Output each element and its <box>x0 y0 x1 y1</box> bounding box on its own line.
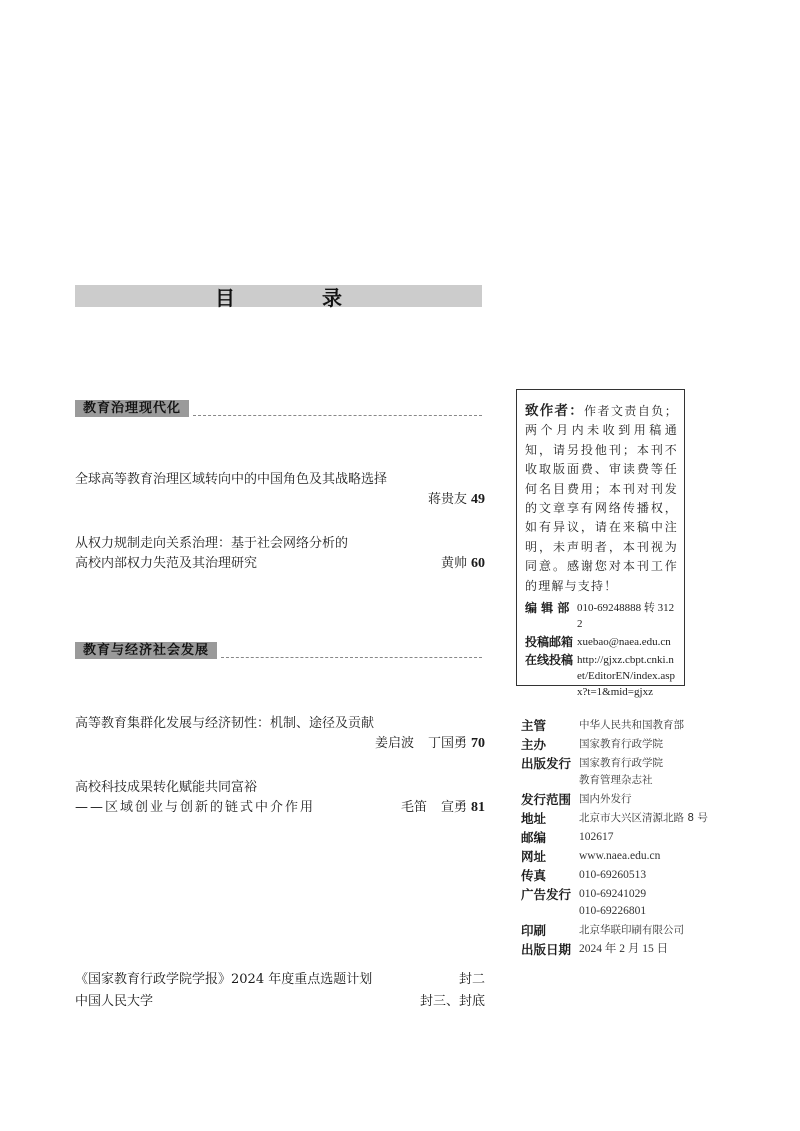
misc-page: 封三、封底 <box>419 994 485 1009</box>
toc-title: 目 录 <box>215 285 382 310</box>
masthead-value: 中华人民共和国教育部 <box>579 719 684 731</box>
masthead-row <box>521 810 721 827</box>
toc-entry[interactable] <box>75 778 485 818</box>
masthead-row <box>521 941 721 958</box>
masthead-row <box>521 736 721 753</box>
section-label: 教育治理现代化 <box>75 400 189 417</box>
masthead-row <box>521 829 721 846</box>
masthead-row <box>521 922 721 939</box>
masthead-value: 北京华联印刷有限公司 <box>579 924 684 936</box>
masthead-key: 主办 <box>521 737 547 752</box>
masthead-row <box>521 717 721 734</box>
misc-entry[interactable] <box>75 969 485 991</box>
contact-key: 编 辑 部 <box>525 601 570 616</box>
email-link[interactable]: xuebao@naea.edu.cn <box>577 636 671 649</box>
author: 宣勇 <box>440 800 467 815</box>
article-title[interactable]: 高等教育集群化发展与经济韧性：机制、途径及贡献 <box>75 716 375 731</box>
page-number: 60 <box>471 556 485 571</box>
submission-url-link[interactable]: http://gjxz.cbpt.cnki.net/EditorEN/index.aspx?t=1&mid=gjxz <box>577 654 676 699</box>
masthead-key: 出版日期 <box>521 942 572 957</box>
article-byline <box>75 734 485 754</box>
contact-editorial <box>525 600 678 632</box>
misc-entries <box>75 969 485 1013</box>
masthead-value: 国家教育行政学院 <box>579 757 663 769</box>
masthead-value: 102617 <box>579 831 614 843</box>
masthead-key: 传真 <box>521 868 547 883</box>
masthead-value: 010-69241029 <box>579 888 647 900</box>
article-title-line-2[interactable]: 高校内部权力失范及其治理研究 <box>75 556 258 571</box>
page-number: 49 <box>471 492 485 507</box>
contact-list <box>525 600 678 700</box>
article-byline <box>441 554 485 574</box>
masthead-value: 2024 年 2 月 15 日 <box>579 943 669 955</box>
dashed-divider <box>221 657 482 658</box>
contact-email <box>525 634 678 650</box>
misc-entry[interactable] <box>75 991 485 1013</box>
article-title-line-1[interactable]: 从权力规制走向关系治理：基于社会网络分析的 <box>75 536 349 551</box>
masthead <box>521 717 721 960</box>
masthead-key: 广告发行 <box>521 887 572 902</box>
article-byline <box>401 798 485 818</box>
notice-text <box>525 402 678 596</box>
toc-entry[interactable] <box>75 714 485 754</box>
masthead-value: 010-69226801 <box>579 905 647 917</box>
masthead-key: 出版发行 <box>521 756 572 771</box>
toc-banner <box>75 285 482 310</box>
author-notice-box <box>516 389 685 699</box>
masthead-key: 主管 <box>521 718 547 733</box>
page-number: 81 <box>471 800 485 815</box>
author: 毛笛 <box>400 800 427 815</box>
toc-entry[interactable] <box>75 470 485 510</box>
author: 姜启波 <box>374 736 414 751</box>
contact-online <box>525 652 678 700</box>
masthead-value: 教育管理杂志社 <box>579 774 653 786</box>
dashed-divider <box>193 415 482 416</box>
misc-title: 中国人民大学 <box>75 994 154 1009</box>
author: 黄帅 <box>440 556 467 571</box>
toc-entry[interactable] <box>75 534 485 574</box>
masthead-key: 邮编 <box>521 830 547 845</box>
author: 蒋贵友 <box>427 492 467 507</box>
masthead-row <box>521 867 721 884</box>
masthead-row <box>521 886 721 920</box>
masthead-key: 地址 <box>521 811 547 826</box>
contact-key: 在线投稿 <box>525 653 574 668</box>
masthead-value: 国内外发行 <box>579 793 632 805</box>
masthead-row <box>521 755 721 789</box>
masthead-key: 印刷 <box>521 923 547 938</box>
section-header-economy <box>75 642 482 659</box>
masthead-value: 北京市大兴区清源北路 8 号 <box>579 812 708 824</box>
masthead-row <box>521 791 721 808</box>
website-link[interactable]: www.naea.edu.cn <box>579 850 661 862</box>
misc-title: 《国家教育行政学院学报》2024 年度重点选题计划 <box>75 972 373 987</box>
contact-key: 投稿邮箱 <box>525 635 574 650</box>
masthead-row <box>521 848 721 865</box>
misc-page: 封二 <box>458 972 485 987</box>
masthead-key: 网址 <box>521 849 547 864</box>
article-subtitle[interactable]: ——区域创业与创新的链式中介作用 <box>75 800 316 815</box>
article-title-line-1[interactable]: 高校科技成果转化赋能共同富裕 <box>75 780 258 795</box>
article-title[interactable]: 全球高等教育治理区域转向中的中国角色及其战略选择 <box>75 472 388 487</box>
masthead-key: 发行范围 <box>521 792 572 807</box>
author: 丁国勇 <box>427 736 467 751</box>
masthead-value: 010-69260513 <box>579 869 647 881</box>
masthead-value: 国家教育行政学院 <box>579 738 663 750</box>
notice-body: 作者文责自负；两个月内未收到用稿通知，请另投他刊；本刊不收取版面费、审读费等任何名目费用；本刊对刊发的文章享有网络传播权，如有异议，请在来稿中注明，未声明者，本刊视为同意。感谢您对本刊工作的理解与支持！ <box>525 404 679 593</box>
section-label: 教育与经济社会发展 <box>75 642 217 659</box>
notice-heading: 致作者： <box>525 403 585 419</box>
article-byline <box>75 490 485 510</box>
page-number: 70 <box>471 736 485 751</box>
contact-value: 010-69248888 转 3122 <box>577 602 675 631</box>
section-header-governance <box>75 400 482 417</box>
